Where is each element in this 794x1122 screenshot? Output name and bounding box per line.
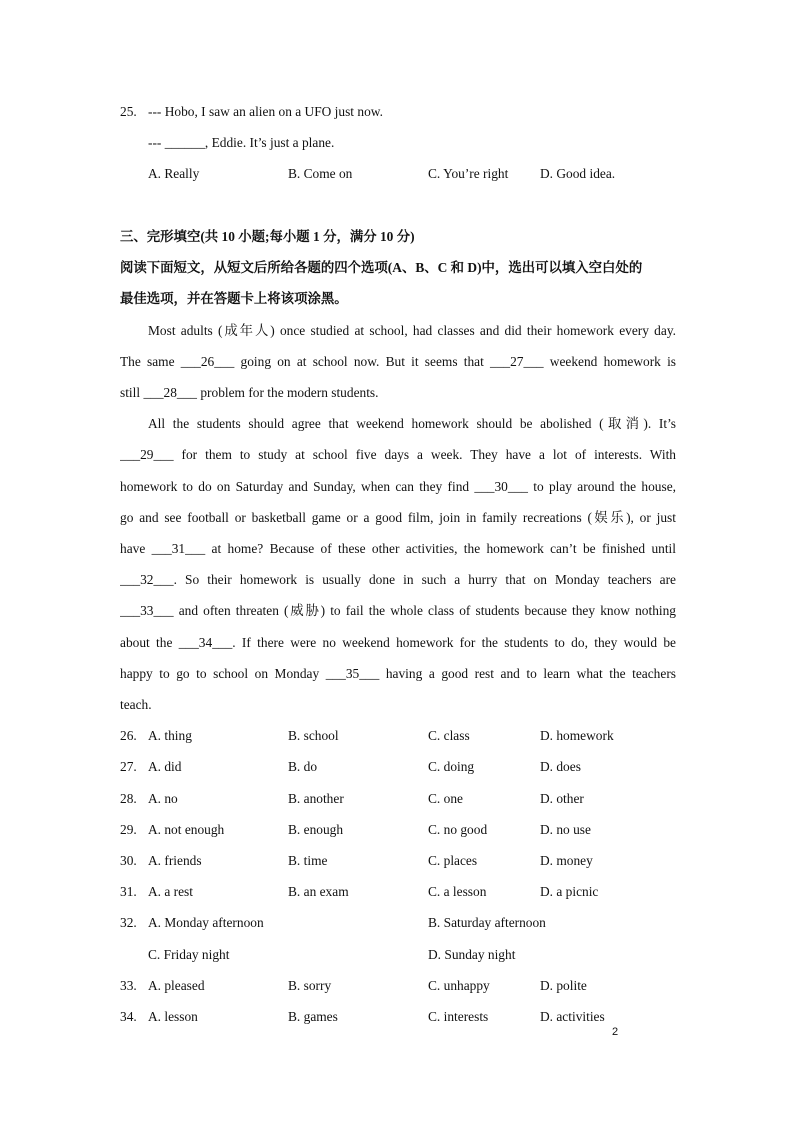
option-a: A. lesson xyxy=(148,1009,198,1024)
option-a: A. Monday afternoon xyxy=(148,915,264,930)
question-number: 25. xyxy=(120,104,137,119)
option-a: A. pleased xyxy=(148,978,205,993)
question-row xyxy=(120,820,676,840)
option-b: B. school xyxy=(288,728,339,743)
option-a: A. Really xyxy=(148,166,200,181)
section-title: 三、完形填空(共 10 小题;每小题 1 分，满分 10 分) xyxy=(120,229,415,244)
option-a: A. a rest xyxy=(148,884,193,899)
passage-line: Most adults (成年人) once studied at school, had classes and did their homework every day. xyxy=(148,323,676,338)
passage-line: about the ___34___. If there were no weekend homework for the students to do, they would be xyxy=(120,635,676,650)
option-c: C. doing xyxy=(428,759,475,774)
question-number: 28. xyxy=(120,791,137,806)
question-number: 29. xyxy=(120,822,137,837)
option-c: C. no good xyxy=(428,822,488,837)
option-a: A. thing xyxy=(148,728,192,743)
option-c: C. class xyxy=(428,728,470,743)
option-d: D. polite xyxy=(540,978,587,993)
option-b: B. sorry xyxy=(288,978,332,993)
question-number: 33. xyxy=(120,978,137,993)
option-a: A. did xyxy=(148,759,182,774)
option-b: B. do xyxy=(288,759,318,774)
question-row xyxy=(120,851,676,871)
passage-line: homework to do on Saturday and Sunday, when can they find ___30___ to play around the house, xyxy=(120,479,676,494)
option-d: D. homework xyxy=(540,728,614,743)
passage-line: have ___31___ at home? Because of these other activities, the homework can’t be finished until xyxy=(120,541,676,556)
option-b: B. an exam xyxy=(288,884,349,899)
question-row xyxy=(120,726,676,746)
passage-line: The same ___26___ going on at school now. But it seems that ___27___ weekend homework is xyxy=(120,354,676,369)
option-c: C. interests xyxy=(428,1009,489,1024)
option-d: D. no use xyxy=(540,822,591,837)
question-number: 32. xyxy=(120,915,137,930)
question-row xyxy=(120,976,676,996)
option-c: C. a lesson xyxy=(428,884,487,899)
q25-line1: --- Hobo, I saw an alien on a UFO just now. xyxy=(148,104,383,119)
option-b: B. games xyxy=(288,1009,338,1024)
passage-line: still ___28___ problem for the modern students. xyxy=(120,385,379,400)
section-instruction-2: 最佳选项，并在答题卡上将该项涂黑。 xyxy=(120,291,348,306)
option-b: B. Saturday afternoon xyxy=(428,915,546,930)
option-d: D. Sunday night xyxy=(428,947,516,962)
q25-line2: --- ______, Eddie. It’s just a plane. xyxy=(148,135,335,150)
option-b: B. enough xyxy=(288,822,344,837)
q25-prompt xyxy=(120,102,676,122)
option-a: A. friends xyxy=(148,853,202,868)
option-c: C. You’re right xyxy=(428,166,509,181)
passage-line: ___29___ for them to study at school five days a week. They have a lot of interests. With xyxy=(120,447,676,462)
option-c: C. one xyxy=(428,791,463,806)
option-a: A. not enough xyxy=(148,822,225,837)
option-c: C. unhappy xyxy=(428,978,490,993)
question-number: 30. xyxy=(120,853,137,868)
question-row xyxy=(120,757,676,777)
question-row-continued xyxy=(120,945,676,965)
passage-line: happy to go to school on Monday ___35___ having a good rest and to learn what the teachers xyxy=(120,666,676,681)
page-number: 2 xyxy=(612,1026,619,1038)
q25-options xyxy=(120,164,676,184)
question-number: 31. xyxy=(120,884,137,899)
question-number: 34. xyxy=(120,1009,137,1024)
passage-line: All the students should agree that weekend homework should be abolished (取消). It’s xyxy=(148,416,676,431)
option-c: C. Friday night xyxy=(148,947,230,962)
question-number: 27. xyxy=(120,759,137,774)
question-row xyxy=(120,789,676,809)
passage-line: ___33___ and often threaten (威胁) to fail the whole class of students because they know nothing xyxy=(120,603,676,618)
question-row xyxy=(120,1007,676,1027)
option-d: D. a picnic xyxy=(540,884,599,899)
passage-line: go and see football or basketball game or a good film, join in family recreations (娱乐), or just xyxy=(120,510,676,525)
option-b: B. Come on xyxy=(288,166,353,181)
option-b: B. time xyxy=(288,853,328,868)
option-d: D. Good idea. xyxy=(540,166,616,181)
passage-line: teach. xyxy=(120,697,152,712)
question-number: 26. xyxy=(120,728,137,743)
option-b: B. another xyxy=(288,791,344,806)
option-c: C. places xyxy=(428,853,478,868)
question-row xyxy=(120,882,676,902)
option-d: D. money xyxy=(540,853,593,868)
option-d: D. activities xyxy=(540,1009,605,1024)
question-row xyxy=(120,913,676,933)
option-a: A. no xyxy=(148,791,178,806)
option-d: D. does xyxy=(540,759,581,774)
option-d: D. other xyxy=(540,791,584,806)
section-instruction-1: 阅读下面短文，从短文后所给各题的四个选项(A、B、C 和 D)中，选出可以填入空白处的 xyxy=(120,260,643,275)
passage-line: ___32___. So their homework is usually done in such a hurry that on Monday teachers are xyxy=(120,572,676,587)
